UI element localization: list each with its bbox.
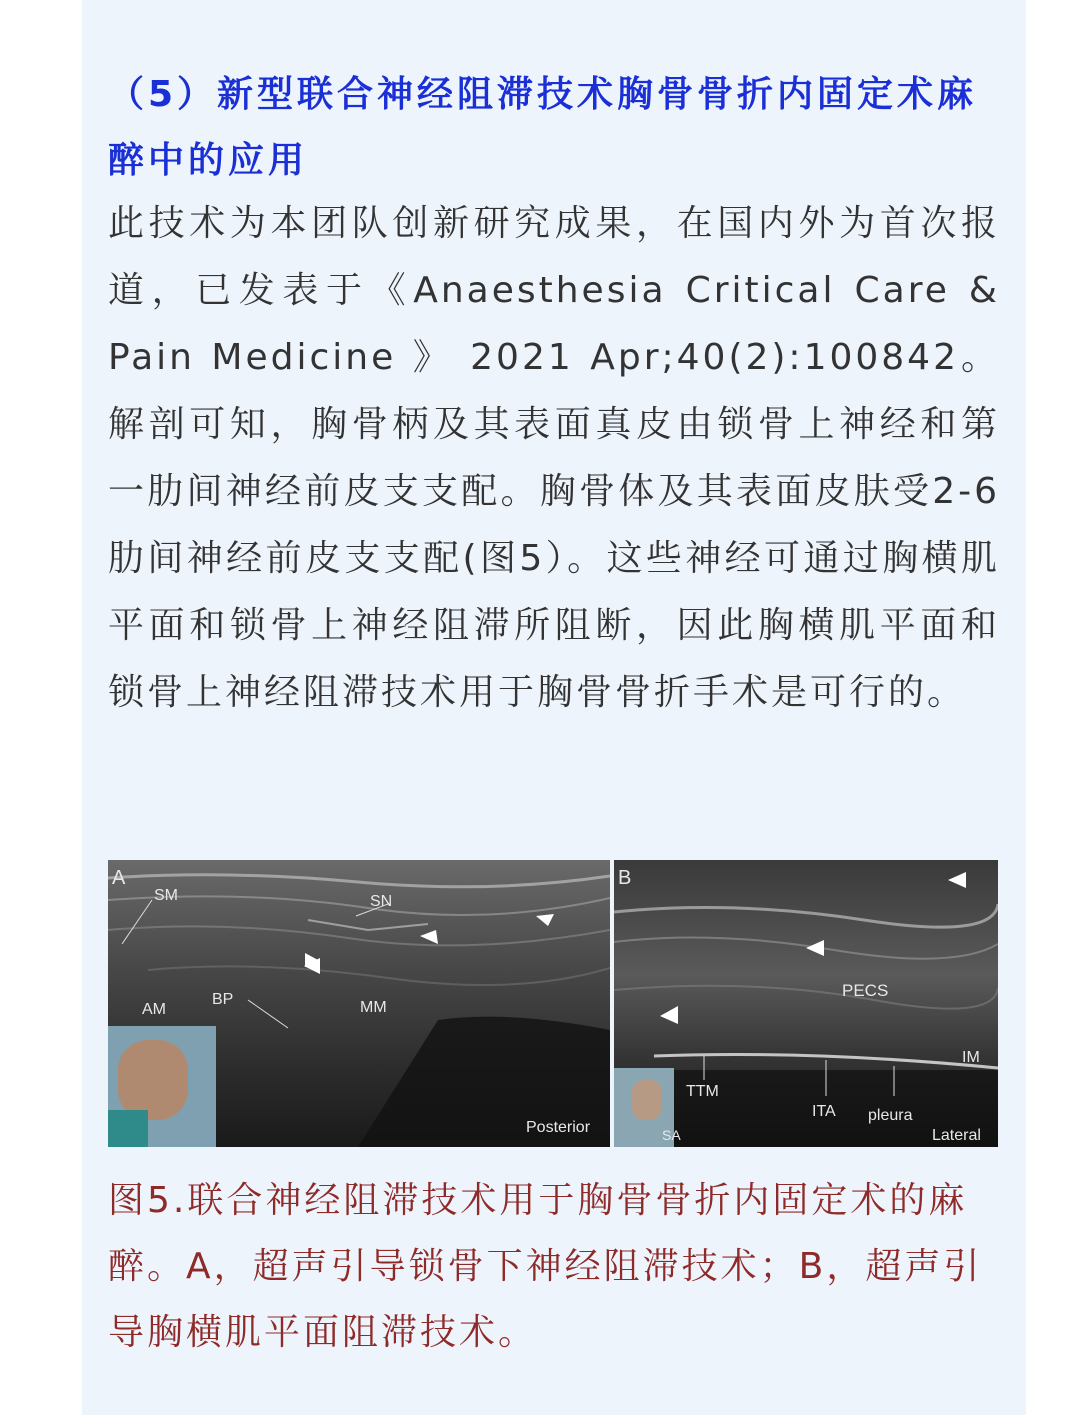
label-mm: MM [360, 999, 387, 1016]
panel-letter-b: B [618, 867, 632, 889]
label-am: AM [142, 1001, 166, 1018]
label-ita: ITA [812, 1103, 836, 1120]
label-bp: BP [212, 991, 234, 1008]
label-lateral: Lateral [932, 1127, 981, 1144]
ultrasound-panel-b [614, 860, 998, 1147]
figure-caption: 图5.联合神经阻滞技术用于胸骨骨折内固定术的麻醉。A，超声引导锁骨下神经阻滞技术；B，超声引导胸横肌平面阻滞技术。 [108, 1180, 983, 1353]
section-heading: （5）新型联合神经阻滞技术胸骨骨折内固定术麻醉中的应用 [108, 74, 978, 181]
label-posterior: Posterior [526, 1119, 591, 1136]
body-paragraph: 此技术为本团队创新研究成果，在国内外为首次报道，已发表于《Anaesthesia Critical Care & Pain Medicine 》 2021 Apr;40(2):100842。解剖可知，胸骨柄及其表面真皮由锁骨上神经和第一肋间神经前皮支支配。胸骨体及其表面皮肤受2-6肋间神经前皮支支配(图5）。这些神经可通过胸横肌平面和锁骨上神经阻滞所阻断，因此胸横肌平面和锁骨上神经阻滞技术用于胸骨骨折手术是可行的。 [108, 203, 1000, 713]
ultrasound-panel-a [108, 860, 610, 1147]
label-pecs: PECS [842, 981, 889, 1000]
label-sm: SM [154, 887, 178, 904]
panel-letter-a: A [112, 867, 126, 889]
label-pleura: pleura [868, 1107, 913, 1124]
figure-5 [108, 860, 998, 1147]
label-sn: SN [370, 893, 393, 910]
label-ttm: TTM [686, 1083, 719, 1100]
label-sa: SA [662, 1127, 681, 1143]
label-im: IM [962, 1049, 980, 1066]
